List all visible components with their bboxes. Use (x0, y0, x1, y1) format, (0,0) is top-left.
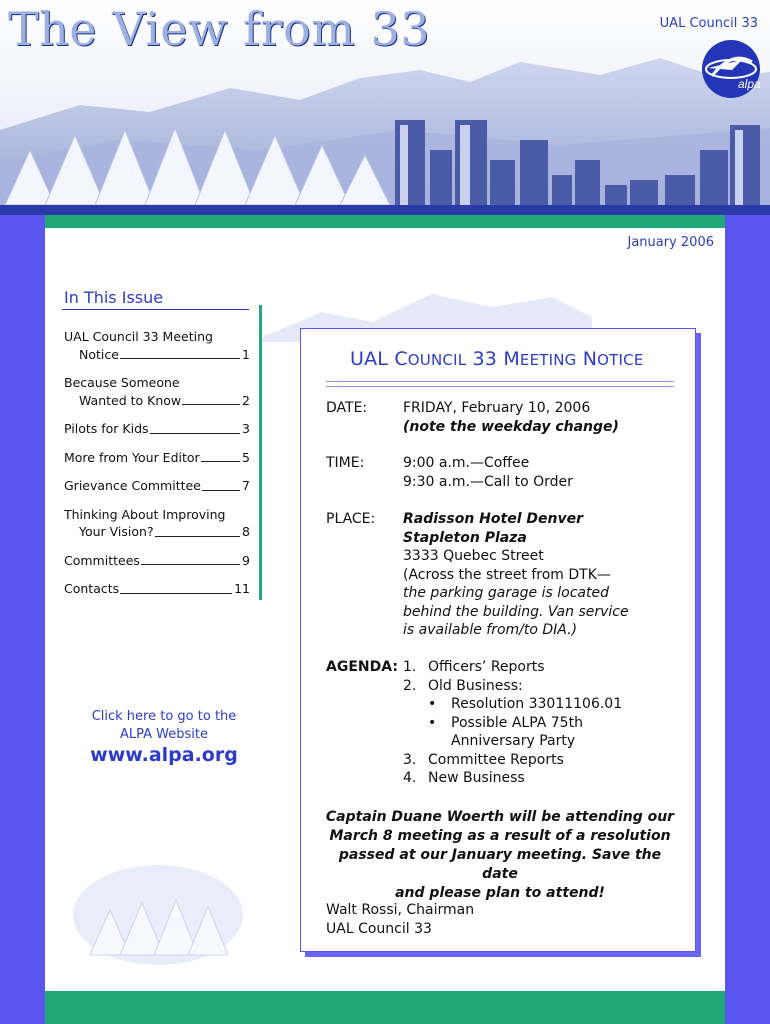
toc-page-number: 11 (234, 581, 250, 596)
toc-item[interactable] (64, 506, 250, 541)
toc-item-subtitle: Notice (79, 346, 119, 362)
toc-page-number: 5 (242, 449, 250, 465)
toc-item-title: More from Your Editor (64, 449, 200, 465)
toc-green-bar (259, 305, 262, 600)
toc-page-number: 7 (242, 478, 250, 493)
toc-page-number: 1 (242, 346, 250, 362)
toc-item-title: Committees (64, 552, 140, 568)
table-of-contents (64, 328, 250, 609)
toc-item-title: Thinking About Improving (64, 506, 226, 522)
agenda-subitem: • Possible ALPA 75th (428, 714, 583, 731)
alpa-url-link[interactable]: www.alpa.org (90, 744, 238, 766)
link-text-line2: ALPA Website (120, 727, 208, 742)
toc-item[interactable] (64, 420, 250, 438)
time-value: 9:00 a.m.—Coffee 9:30 a.m.—Call to Order (403, 455, 573, 490)
issue-date: January 2006 (627, 235, 714, 250)
masthead-banner (0, 0, 770, 215)
agenda-item: 4. New Business (403, 770, 525, 786)
place-label: PLACE: (326, 511, 376, 527)
agenda-item: 3. Committee Reports (403, 751, 564, 768)
logo-text: alpa (738, 77, 760, 91)
toc-page-number: 3 (242, 421, 250, 436)
date-value: FRIDAY, February 10, 2006 (note the weekday change) (403, 399, 683, 436)
title-divider (326, 386, 674, 387)
agenda-subitem-cont: Anniversary Party (451, 733, 576, 749)
right-frame-bar (725, 215, 770, 1024)
toc-item-title: Pilots for Kids (64, 421, 149, 436)
toc-divider (62, 309, 249, 310)
toc-item-subtitle: Wanted to Know (79, 392, 182, 408)
tents-watermark (70, 855, 245, 970)
toc-item[interactable] (64, 580, 250, 598)
toc-item[interactable] (64, 328, 250, 363)
toc-item[interactable] (64, 449, 250, 467)
agenda-subitem: • Resolution 33011106.01 (428, 696, 623, 712)
toc-item-title: UAL Council 33 Meeting (64, 329, 213, 344)
newsletter-title: The View from 33 (8, 2, 430, 56)
meeting-notice-title: UAL COUNCIL 33 MEETING NOTICE (350, 348, 644, 370)
council-label: UAL Council 33 (659, 16, 758, 31)
globe-icon (702, 40, 760, 98)
alpa-logo (702, 40, 760, 98)
agenda-label: AGENDA: (326, 659, 398, 675)
attendance-notice: Captain Duane Woerth will be attending our March 8 meeting as a result of a resolution passed at our January meeting. Save the date and please plan to attend! (325, 809, 675, 901)
time-label: TIME: (326, 455, 365, 471)
bottom-green-rule (45, 991, 725, 1024)
toc-page-number: 9 (242, 552, 250, 568)
date-note: (note the weekday change) (403, 418, 619, 435)
top-green-rule (45, 215, 725, 228)
toc-item-title: Grievance Committee (64, 478, 201, 493)
agenda-list (403, 658, 693, 788)
toc-page-number: 2 (242, 392, 250, 408)
left-frame-bar (0, 215, 45, 1024)
toc-item-title: Contacts (64, 581, 120, 596)
toc-item[interactable] (64, 374, 250, 409)
toc-page-number: 8 (242, 524, 250, 539)
toc-item-subtitle: Your Vision? (79, 524, 154, 539)
agenda-item: 1. Officers’ Reports (403, 659, 545, 675)
title-divider (326, 381, 674, 382)
alpa-website-link[interactable] (64, 708, 264, 744)
signature: Walt Rossi, Chairman UAL Council 33 (326, 902, 475, 937)
place-value: Radisson Hotel Denver Stapleton Plaza 3333 Quebec Street (Across the street from DTK— the parking garage is located behind the building. Van service is available from/to DIA.) (403, 511, 629, 638)
toc-title: In This Issue (64, 288, 164, 307)
date-label: DATE: (326, 400, 368, 416)
agenda-item: 2. Old Business: (403, 677, 523, 694)
toc-item[interactable] (64, 477, 250, 495)
toc-item-title: Because Someone (64, 375, 180, 390)
toc-item[interactable] (64, 552, 250, 570)
link-text-line1: Click here to go to the (91, 709, 237, 724)
